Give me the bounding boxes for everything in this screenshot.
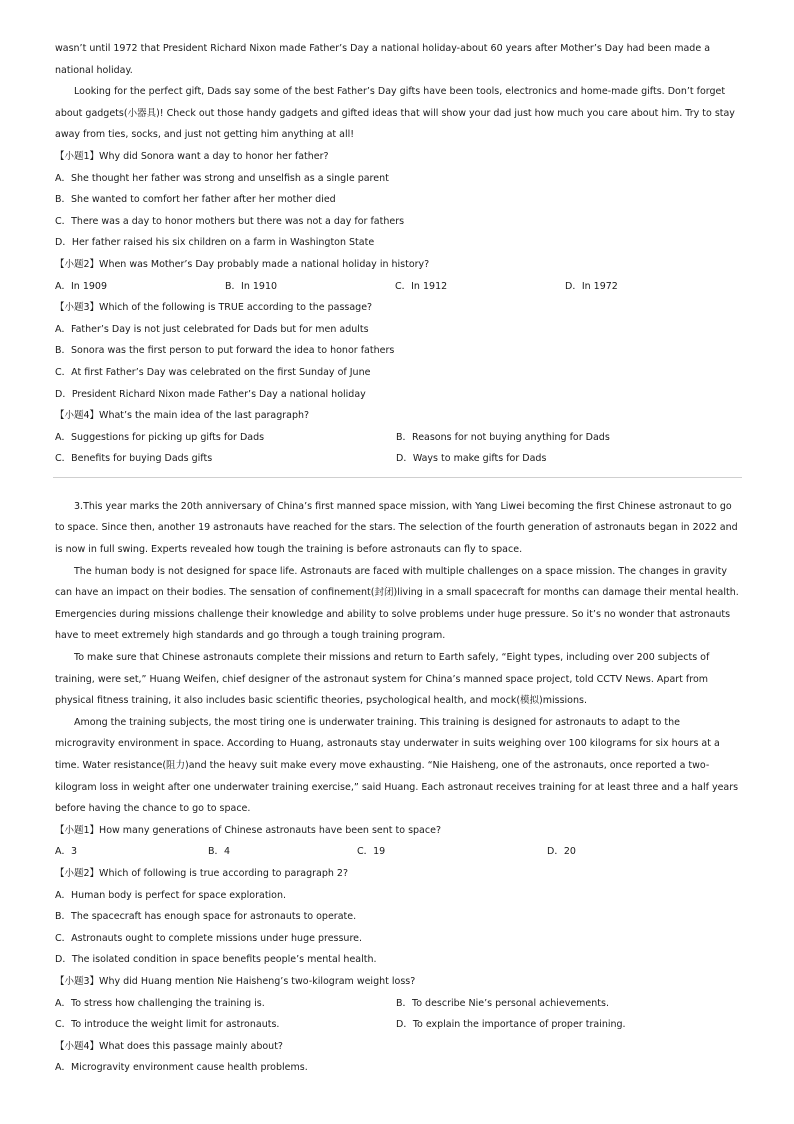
- question-option: D．Her father raised his six children on a farm in Washington State: [55, 237, 375, 249]
- question-option: A．Suggestions for picking up gifts for Dads: [55, 431, 265, 443]
- question-option: C．In 1912: [395, 280, 448, 292]
- question-options-row: [55, 427, 740, 470]
- question-option: A．To stress how challenging the training is.: [55, 997, 265, 1009]
- question-options-row: [55, 841, 740, 863]
- question-option: D．In 1972: [565, 280, 618, 292]
- question-option: B．4: [208, 846, 231, 858]
- question-option: A．She thought her father was strong and unselfish as a single parent: [55, 172, 389, 184]
- question-option: C．19: [357, 846, 386, 858]
- question-option: C．To introduce the weight limit for astronauts.: [55, 1019, 280, 1031]
- passage1-paragraph-2: Looking for the perfect gift, Dads say some of the best Father’s Day gifts have been tools, electronics and home-made gifts. Don’t forget about gadgets(小器具)! Check out those handy gadgets and gifted ideas that will show your dad just how much you care about him. Try to stay away from ties, socks, and just not getting him anything at all!: [55, 86, 735, 141]
- question-stem: 【小题3】Why did Huang mention Nie Haisheng’s two-kilogram weight loss?: [55, 975, 416, 987]
- question-stem: 【小题4】What’s the main idea of the last paragraph?: [55, 410, 310, 422]
- question-option: C．At first Father’s Day was celebrated on the first Sunday of June: [55, 366, 371, 378]
- question-option: B．The spacecraft has enough space for astronauts to operate.: [55, 911, 357, 923]
- passage2-paragraph-3: To make sure that Chinese astronauts complete their missions and return to Earth safely, “Eight types, including over 200 subjects of training, were set,” Huang Weifen, chief designer of the astronaut system for China’s manned space project, told CCTV News. Apart from physical fitness training, it also includes basic scientific theories, psychological health, and mock(模拟)missions.: [55, 652, 710, 707]
- passage2-paragraph-2: The human body is not designed for space life. Astronauts are faced with multiple challenges on a space mission. The changes in gravity can have an impact on their bodies. The sensation of confinement(封闭)living in a small spacecraft for months can damage their mental health. Emergencies during missions challenge their knowledge and ability to solve problems under huge pressure. So it’s no wonder that astronauts have to meet extremely high standards and go through a tough training program.: [55, 565, 739, 642]
- question-options-row: [55, 276, 740, 298]
- question-option: B．Sonora was the first person to put forward the idea to honor fathers: [55, 345, 395, 357]
- question-option: B．She wanted to comfort her father after her mother died: [55, 194, 336, 206]
- question-option: D．Ways to make gifts for Dads: [396, 453, 547, 465]
- question-option: A．Father’s Day is not just celebrated for Dads but for men adults: [55, 323, 369, 335]
- question-stem: 【小题1】Why did Sonora want a day to honor her father?: [55, 150, 329, 162]
- document-page: [55, 38, 740, 1079]
- question-option: B．In 1910: [225, 280, 278, 292]
- question-stem: 【小题2】Which of following is true according to paragraph 2?: [55, 867, 349, 879]
- question-stem: 【小题2】When was Mother’s Day probably made a national holiday in history?: [55, 258, 430, 270]
- passage2-paragraph-4: Among the training subjects, the most tiring one is underwater training. This training is designed for astronauts to adapt to the microgravity environment in space. According to Huang, astronauts stay underwater in suits weighing over 100 kilograms for six hours at a time. Water resistance(阻力)and the heavy suit make every move exhausting. “Nie Haisheng, one of the astronauts, once reported a two-kilogram loss in weight after one underwater training exercise,” said Huang. Each astronaut receives training for at least three and a half years before having the chance to go to space.: [55, 716, 739, 815]
- passage1-paragraph-1: wasn’t until 1972 that President Richard Nixon made Father’s Day a national holiday-about 60 years after Mother’s Day had been made a national holiday.: [55, 43, 711, 76]
- question-options-row: [55, 993, 740, 1036]
- question-stem: 【小题4】What does this passage mainly about?: [55, 1040, 283, 1052]
- section-divider: [53, 477, 742, 478]
- passage2-paragraph-1: 3.This year marks the 20th anniversary of China’s first manned space mission, with Yang Liwei becoming the first Chinese astronaut to go to space. Since then, another 19 astronauts have reached for the stars. The selection of the fourth generation of astronauts began in 2022 and is now in full swing. Experts revealed how tough the training is before astronauts can fly to space.: [55, 500, 738, 556]
- question-option: D．20: [547, 846, 576, 858]
- question-option: C．Benefits for buying Dads gifts: [55, 453, 213, 465]
- question-stem: 【小题3】Which of the following is TRUE according to the passage?: [55, 302, 373, 314]
- question-option: D．The isolated condition in space benefits people’s mental health.: [55, 954, 377, 966]
- question-option: D．To explain the importance of proper training.: [396, 1019, 626, 1031]
- question-option: A．Human body is perfect for space exploration.: [55, 889, 287, 901]
- question-option: B．To describe Nie’s personal achievements.: [396, 997, 609, 1009]
- question-stem: 【小题1】How many generations of Chinese astronauts have been sent to space?: [55, 824, 441, 836]
- question-option: C．There was a day to honor mothers but there was not a day for fathers: [55, 215, 405, 227]
- question-option: D．President Richard Nixon made Father’s Day a national holiday: [55, 388, 366, 400]
- question-option: A．3: [55, 846, 78, 858]
- question-option: A．Microgravity environment cause health problems.: [55, 1062, 308, 1074]
- question-option: B．Reasons for not buying anything for Dads: [396, 431, 610, 443]
- question-option: C．Astronauts ought to complete missions under huge pressure.: [55, 932, 363, 944]
- question-option: A．In 1909: [55, 280, 108, 292]
